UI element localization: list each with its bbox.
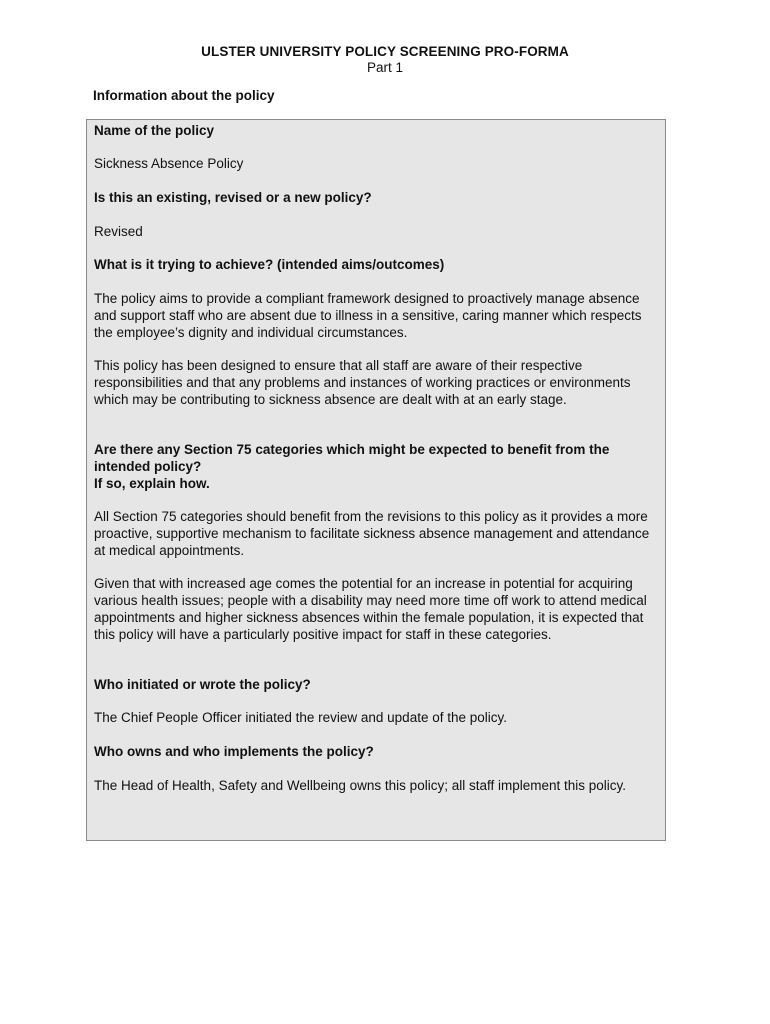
- policy-aims-label: What is it trying to achieve? (intended aims/outcomes): [94, 257, 445, 272]
- section75-label: [94, 441, 664, 492]
- section75-paragraph-1: All Section 75 categories should benefit from the revisions to this policy as it provides a more proactive, supportive mechanism to facilitate sickness absence management and attendance at medical appointments.: [94, 509, 650, 558]
- section-heading: Information about the policy: [93, 88, 275, 103]
- policy-aims-paragraph-1: The policy aims to provide a compliant framework designed to proactively manage absence and support staff who are absent due to illness in a sensitive, caring manner which respects the employee’s dignity and individual circumstances.: [94, 291, 642, 340]
- policy-initiator-label: Who initiated or wrote the policy?: [94, 677, 311, 692]
- document-subtitle: Part 1: [366, 60, 404, 75]
- policy-aims-paragraph-2: This policy has been designed to ensure that all staff are aware of their respective responsibilities and that any problems and instances of working practices or environments which may be contributing to sickness absence are dealt with at an early stage.: [94, 358, 631, 407]
- policy-owner-label: Who owns and who implements the policy?: [94, 744, 374, 759]
- policy-info-box: [86, 119, 666, 841]
- policy-status-value: Revised: [94, 224, 143, 239]
- policy-name-value: Sickness Absence Policy: [94, 156, 244, 171]
- section75-paragraph-2: Given that with increased age comes the potential for an increase in potential for acquiring various health issues; people with a disability may need more time off work to attend medical appointments and higher sickness absences within the female population, it is expected that this policy will have a particularly positive impact for staff in these categories.: [94, 576, 647, 642]
- section75-label-line-1: Are there any Section 75 categories which might be expected to benefit from the intended policy?: [94, 442, 610, 474]
- policy-status-label: Is this an existing, revised or a new policy?: [94, 190, 372, 205]
- policy-name-label: Name of the policy: [94, 123, 215, 138]
- document-header: [0, 44, 770, 76]
- policy-owner-value: The Head of Health, Safety and Wellbeing owns this policy; all staff implement this policy.: [94, 778, 627, 793]
- document-title: ULSTER UNIVERSITY POLICY SCREENING PRO-FORMA: [201, 44, 569, 59]
- policy-initiator-value: The Chief People Officer initiated the review and update of the policy.: [94, 710, 507, 725]
- section75-label-line-2: If so, explain how.: [94, 476, 210, 491]
